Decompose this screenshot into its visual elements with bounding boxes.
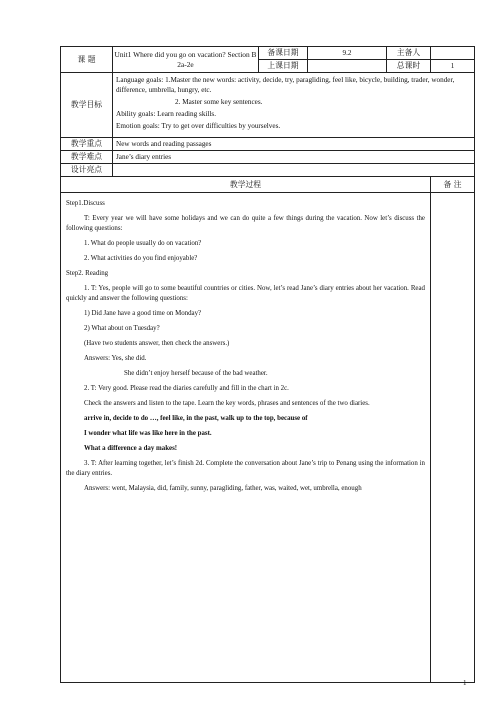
step-heading: Step2. Reading bbox=[66, 270, 109, 277]
difficulties-value: Jane’s diary entries bbox=[113, 151, 475, 164]
objectives-content bbox=[113, 73, 475, 138]
highlights-value bbox=[113, 164, 475, 177]
question-item: 1) Did Jane have a good time on Monday? bbox=[84, 310, 202, 317]
paragraph: Check the answers and listen to the tape. Learn the key words, phrases and sentences of the two diaries. bbox=[84, 400, 370, 407]
topic-label: 课 题 bbox=[61, 47, 113, 73]
answer-line: Answers: Yes, she did. bbox=[84, 355, 147, 362]
question-item: 1. What do people usually do on vacation? bbox=[84, 240, 202, 247]
topic-value: Unit1 Where did you go on vacation? Section B 2a-2e bbox=[113, 47, 259, 73]
paragraph: T: Every year we will have some holidays and we can do quite a few things during the vacation. Now let’s discuss the following questions: bbox=[66, 215, 425, 232]
objective-line: 2. Master some key sentences. bbox=[175, 98, 263, 106]
prep-date-label: 备课日期 bbox=[259, 47, 308, 60]
objective-line: Emotion goals: Try to get over difficulties by yourselves. bbox=[116, 122, 281, 130]
process-label: 教学过程 bbox=[61, 177, 431, 193]
key-points-label: 教学重点 bbox=[61, 138, 113, 151]
objective-line: Language goals: 1.Master the new words: activity, decide, try, paragliding, feel like, bicycle, building, trader, wonder, difference, umbrella, hungry, etc. bbox=[116, 76, 455, 94]
paragraph: (Have two students answer, then check the answers.) bbox=[84, 340, 230, 347]
key-sentence: I wonder what life was like here in the past. bbox=[84, 430, 212, 437]
class-date-value bbox=[308, 60, 387, 73]
notes-column bbox=[431, 193, 475, 683]
preparer-label: 主备人 bbox=[387, 47, 431, 60]
objectives-label: 教学目标 bbox=[61, 73, 113, 138]
question-item: 2. What activities do you find enjoyable? bbox=[84, 255, 198, 262]
step-heading: Step1.Discuss bbox=[66, 200, 105, 207]
objective-line: Ability goals: Learn reading skills. bbox=[116, 110, 217, 118]
paragraph: 2. T: Very good. Please read the diaries carefully and fill in the chart in 2c. bbox=[84, 385, 289, 392]
answer-line: She didn’t enjoy herself because of the bad weather. bbox=[124, 370, 268, 377]
key-phrases: arrive in, decide to do …, feel like, in the past, walk up to the top, because of bbox=[84, 415, 308, 422]
paragraph: 1. T: Yes, people will go to some beautiful countries or cities. Now, let’s read Jane’s diary entries about her vacation. Read quickly and answer the following questions: bbox=[66, 285, 425, 302]
key-points-value: New words and reading passages bbox=[113, 138, 475, 151]
lesson-plan-table bbox=[60, 46, 475, 683]
total-hours-label: 总课时 bbox=[387, 60, 431, 73]
highlights-label: 设计亮点 bbox=[61, 164, 113, 177]
question-item: 2) What about on Tuesday? bbox=[84, 325, 160, 332]
difficulties-label: 教学难点 bbox=[61, 151, 113, 164]
process-body bbox=[61, 193, 431, 683]
paragraph: 3. T: After learning together, let’s finish 2d. Complete the conversation about Jane’s trip to Penang using the information in the diary entries. bbox=[66, 460, 425, 477]
answer-line: Answers: went, Malaysia, did, family, sunny, paragliding, father, was, waited, wet, umbrella, enough bbox=[84, 485, 362, 492]
lesson-plan bbox=[60, 46, 474, 683]
key-sentence: What a difference a day makes! bbox=[84, 445, 178, 452]
preparer-value bbox=[431, 47, 475, 60]
total-hours-value: 1 bbox=[431, 60, 475, 73]
class-date-label: 上课日期 bbox=[259, 60, 308, 73]
notes-label: 备 注 bbox=[431, 177, 475, 193]
prep-date-value: 9.2 bbox=[308, 47, 387, 60]
page-number: 1 bbox=[463, 679, 467, 687]
